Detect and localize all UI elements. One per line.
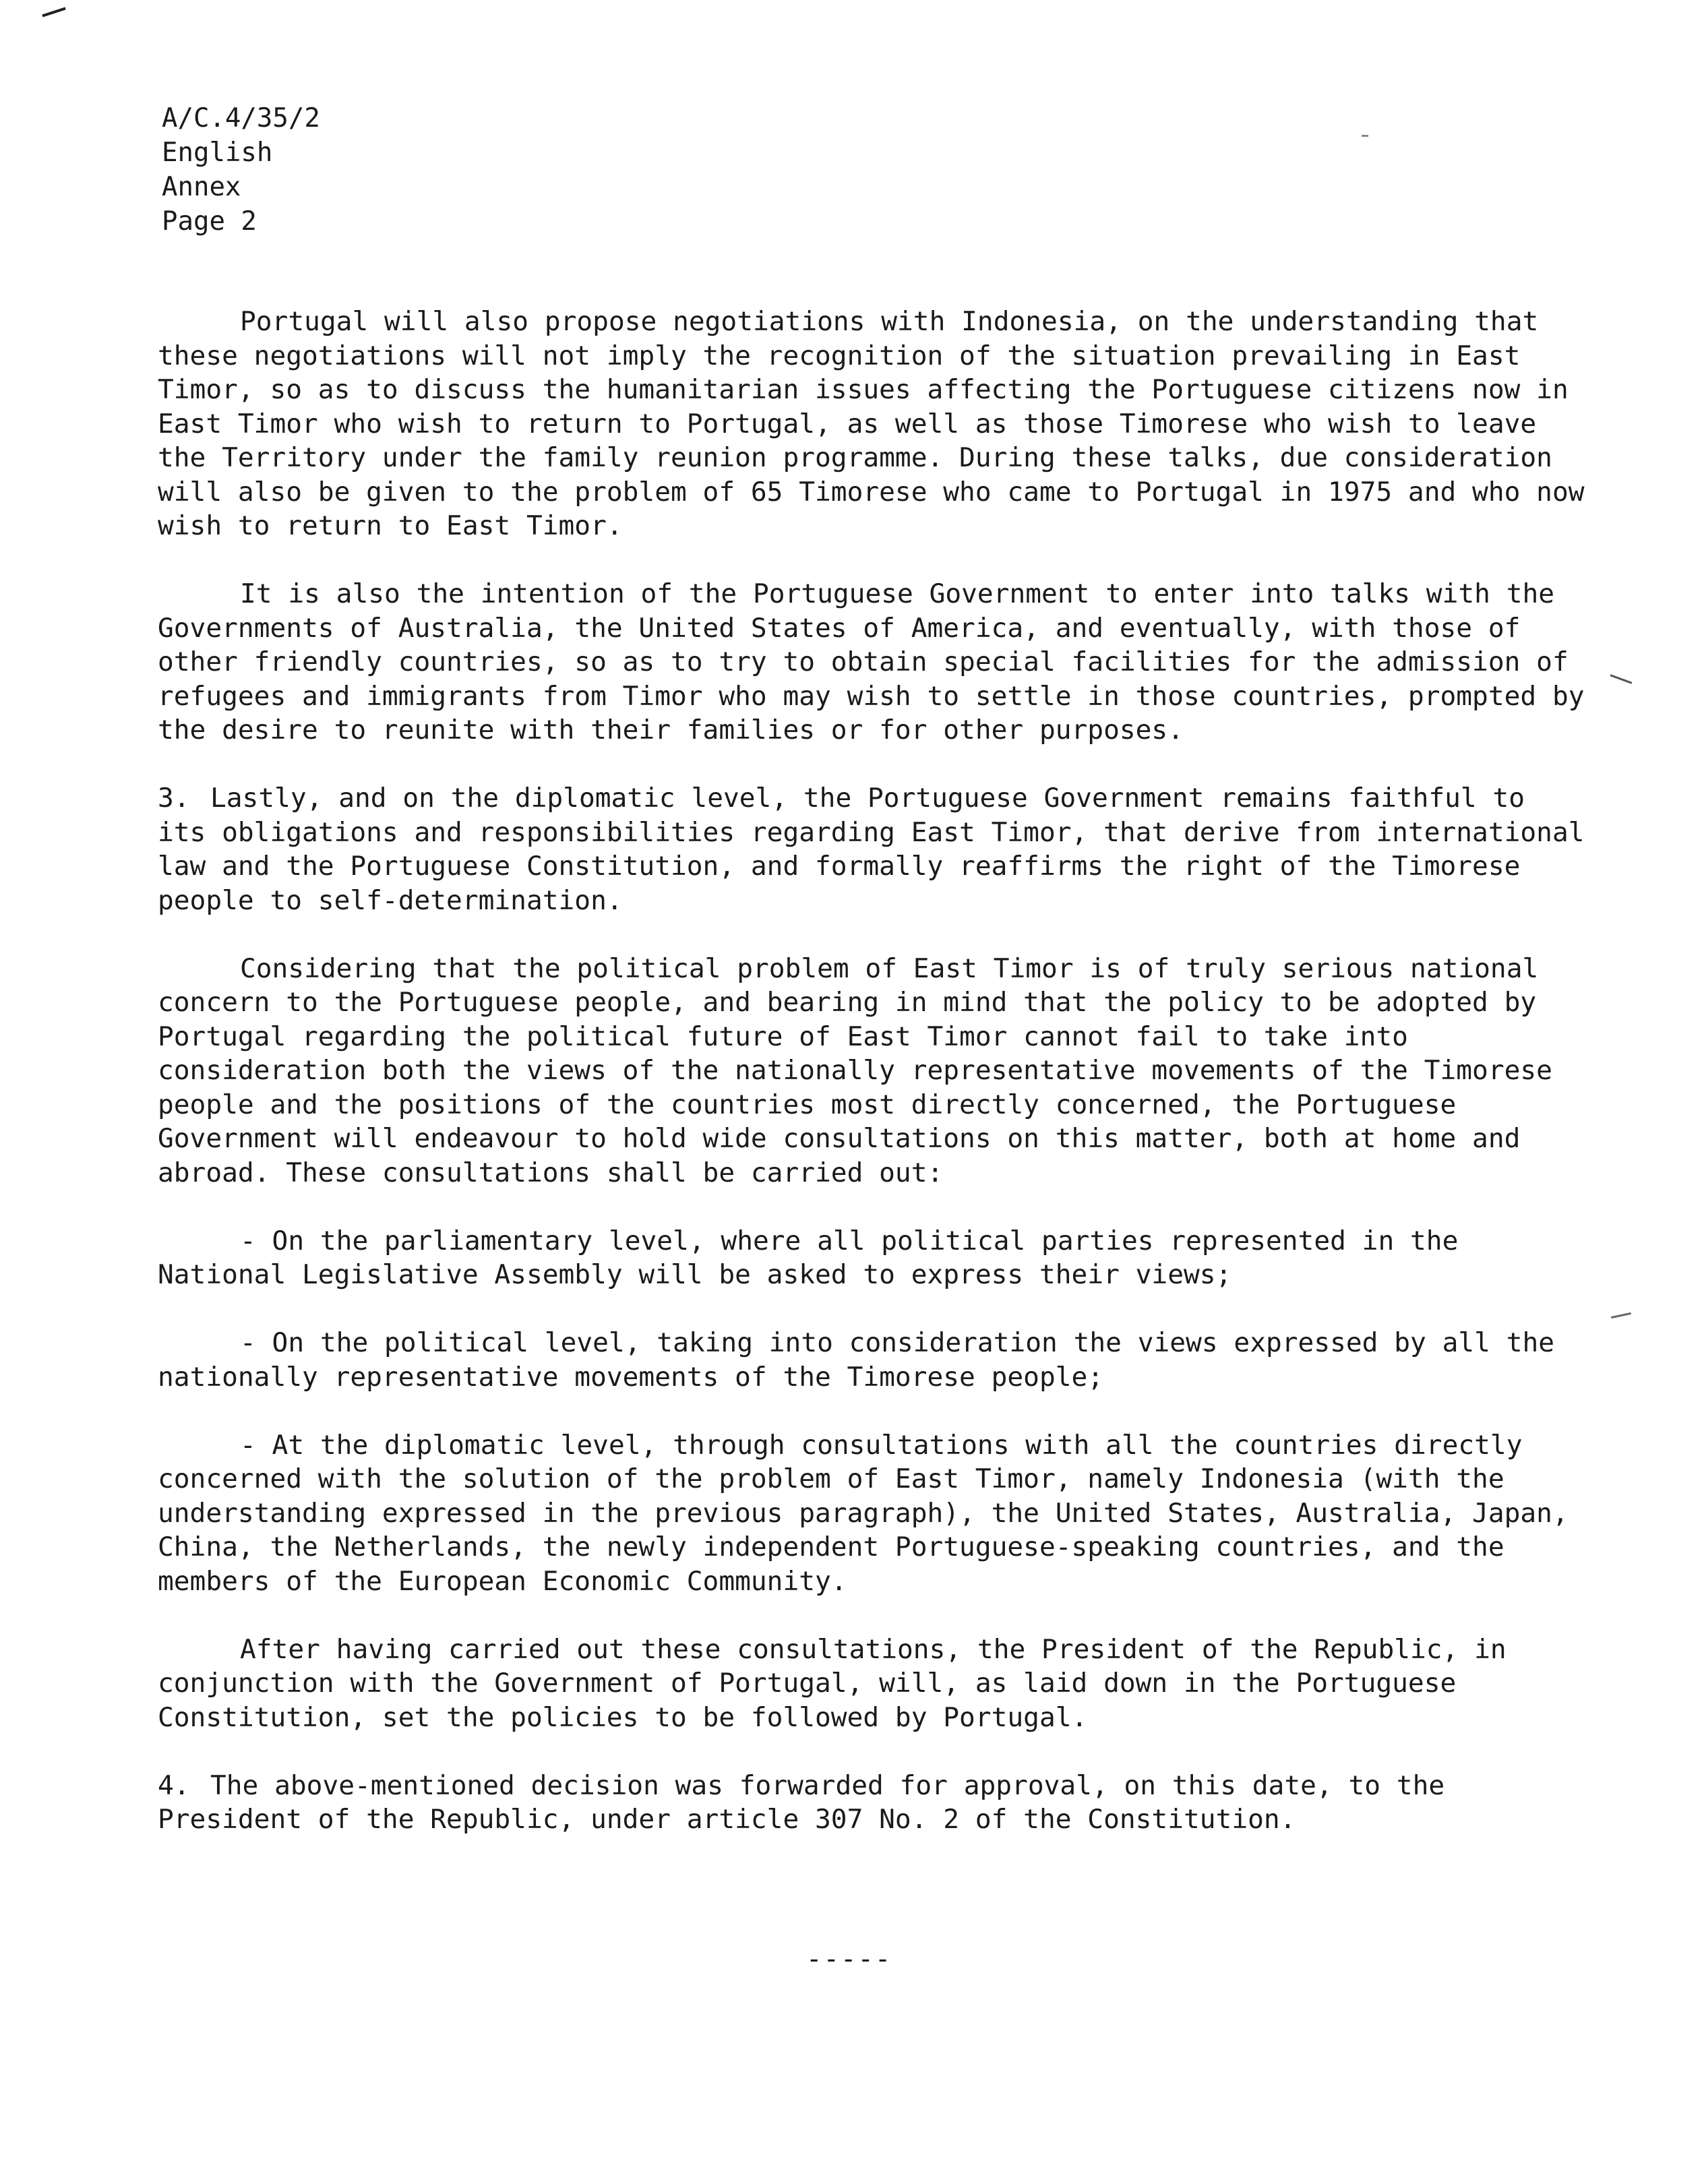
document-language: English [162, 138, 273, 168]
bullet-political-level: - On the political level, taking into consideration the views expressed by all the nationally representative movements of the Timorese people; [158, 1327, 1555, 1393]
document-header [162, 101, 320, 239]
paragraph-negotiations-indonesia: Portugal will also propose negotiations with Indonesia, on the understanding that these negotiations will not imply the recognition of the situation prevailing in East Timor, so as to discuss the humanitarian issues affecting the Portuguese citizens now in East Timor who wish to return to Portugal, as well as those Timorese who wish to leave the Territory under the family reunion programme. During these talks, due consideration will also be given to the problem of 65 Timorese who came to Portugal in 1975 and who now wish to return to East Timor. [158, 306, 1585, 541]
section-4-text: The above-mentioned decision was forwarded for approval, on this date, to the President of the Republic, under article 307 No. 2 of the Constitution. [158, 1769, 1445, 1835]
end-separator: ----- [806, 1944, 892, 1974]
bullet-parliamentary-level: - On the parliamentary level, where all political parties represented in the National Legislative Assembly will be asked to express their views; [158, 1225, 1459, 1290]
paragraph-considering: Considering that the political problem of East Timor is of truly serious national concern to the Portuguese people, and bearing in mind that the policy to be adopted by Portugal regarding the political future of East Timor cannot fail to take into consideration both the views of the nationally representative movements of the Timorese people and the positions of the countries most directly concerned, the Portuguese Government will endeavour to hold wide consultations on this matter, both at home and abroad. These consultations shall be carried out: [158, 952, 1552, 1188]
scan-mark [1362, 135, 1368, 137]
section-4-number: 4. [158, 1769, 190, 1801]
document-annex-label: Annex [162, 172, 241, 202]
document-body [158, 305, 1587, 1871]
paragraph-after-consultations: After having carried out these consultations, the President of the Republic, in conjunction with the Government of Portugal, will, as laid down in the Portuguese Constitution, set the policies to be followed by Portugal. [158, 1633, 1507, 1733]
scan-mark [1610, 674, 1633, 684]
section-3 [158, 781, 1587, 917]
paragraph-talks-governments: It is also the intention of the Portuguese Government to enter into talks with the Governments of Australia, the United States of America, and eventually, with those of other friendly countries, so as to try to obtain special facilities for the admission of refugees and immigrants from Timor who may wish to settle in those countries, prompted by the desire to reunite with their families or for other purposes. [158, 578, 1585, 746]
section-3-number: 3. [158, 783, 190, 814]
section-3-text: Lastly, and on the diplomatic level, the Portuguese Government remains faithful to its obligations and responsibilities regarding East Timor, that derive from international law and the Portuguese Constitution, and formally reaffirms the right of the Timorese people to self-determination. [158, 783, 1585, 916]
document-page-number: Page 2 [162, 206, 257, 237]
section-4 [158, 1769, 1587, 1837]
bullet-diplomatic-level: - At the diplomatic level, through consultations with all the countries directly concerned with the solution of the problem of East Timor, namely Indonesia (with the understanding expressed in the previous paragraph), the United States, Australia, Japan, China, the Netherlands, the newly independent Portuguese-speaking countries, and the members of the European Economic Community. [158, 1429, 1569, 1597]
scan-mark [1611, 1312, 1631, 1318]
scan-mark [42, 7, 65, 18]
document-symbol: A/C.4/35/2 [162, 103, 320, 133]
